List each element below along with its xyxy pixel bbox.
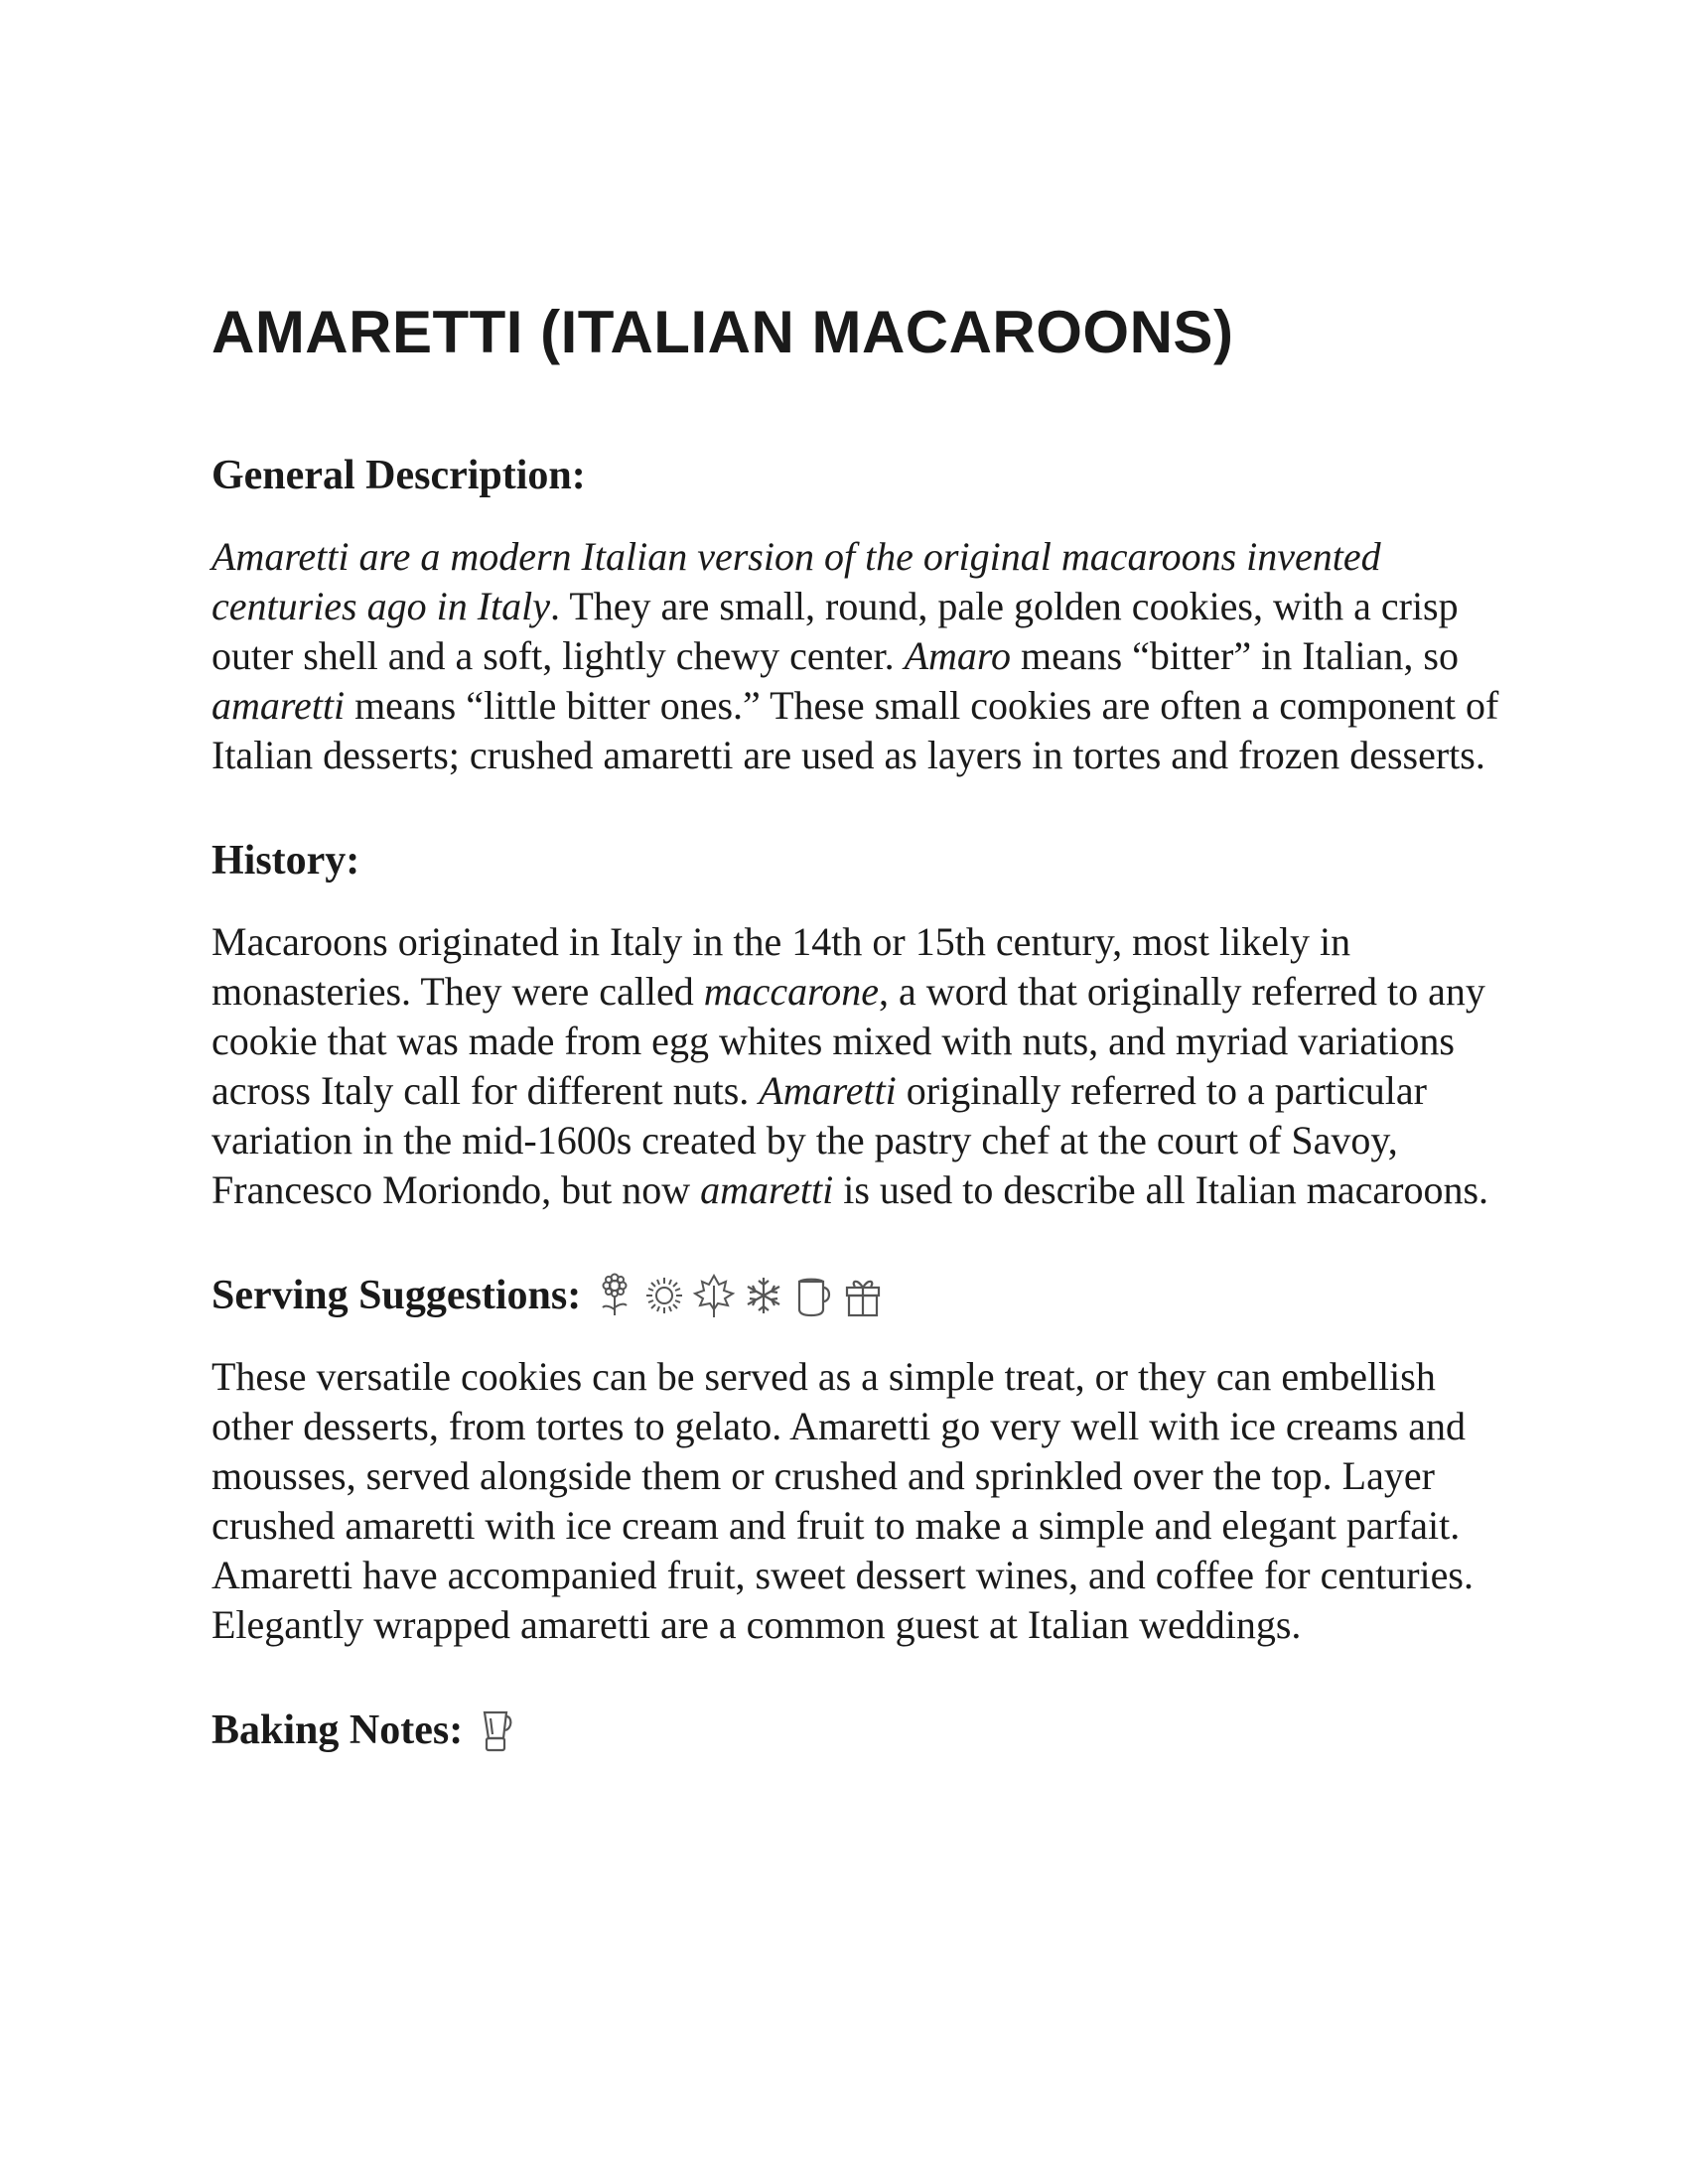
serving-suggestions-text: These versatile cookies can be served as a simple treat, or they can embellish other desserts, from tortes to gelato. Amaretti go very well with ice creams and mousses, served alongside them or crushed and sprinkled over the top. Layer crushed amaretti with ice cream and fruit to make a simple and elegant parfait. Amaretti have accompanied fruit, sweet dessert wines, and coffee for centuries. Elegantly wrapped amaretti are a common guest at Italian weddings.	[211, 1354, 1474, 1647]
history-italic-3: amaretti	[700, 1167, 834, 1212]
general-italic-3: amaretti	[211, 683, 346, 728]
history-text-2: , a word that originally referred to any cookie that was made from egg whites mixed with nuts, and myriad variations across Italy call for different nuts.	[211, 969, 1485, 1113]
baking-notes-label: Baking Notes:	[211, 1707, 464, 1753]
history-italic-2: Amaretti	[759, 1068, 897, 1113]
autumn-leaf-icon	[692, 1272, 736, 1319]
general-text-3: means “little bitter ones.” These small cookies are often a component of Italian desserts; crushed amaretti are used as layers in tortes and frozen desserts.	[211, 683, 1499, 777]
recipe-page	[211, 298, 1502, 1755]
general-description-text	[211, 532, 1502, 780]
history-text-1: Macaroons originated in Italy in the 14th or 15th century, most likely in monasteries. They were called	[211, 919, 1351, 1014]
serving-icons	[593, 1272, 885, 1319]
general-text-1: . They are small, round, pale golden cookies, with a crisp outer shell and a soft, lightly chewy center.	[211, 584, 1459, 678]
general-italic-2: Amaro	[904, 633, 1011, 678]
gift-icon	[841, 1272, 885, 1319]
spring-flower-icon	[593, 1272, 636, 1319]
history-label: History:	[211, 838, 360, 884]
history-text-4: is used to describe all Italian macaroons.	[833, 1167, 1489, 1212]
serving-suggestions-label: Serving Suggestions:	[211, 1273, 582, 1318]
general-italic-1: Amaretti are a modern Italian version of the original macaroons invented centuries ago in Italy	[211, 534, 1381, 628]
baking-icons	[475, 1706, 518, 1754]
coffee-cup-icon	[791, 1272, 835, 1319]
serving-suggestions-heading	[211, 1271, 1502, 1320]
recipe-title: AMARETTI (ITALIAN MACAROONS)	[211, 299, 1234, 365]
blender-icon	[475, 1706, 518, 1754]
history-heading	[211, 836, 1502, 886]
winter-snowflake-icon	[742, 1272, 785, 1319]
summer-sun-icon	[642, 1272, 686, 1319]
general-description-heading	[211, 451, 1502, 500]
general-text-2: means “bitter” in Italian, so	[1010, 633, 1459, 678]
history-text-3: originally referred to a particular variation in the mid-1600s created by the pastry chef at the court of Savoy, Francesco Moriondo, but now	[211, 1068, 1427, 1212]
baking-notes-heading	[211, 1706, 1502, 1755]
general-description-label: General Description:	[211, 453, 586, 498]
history-text	[211, 917, 1502, 1215]
history-italic-1: maccarone	[703, 969, 879, 1014]
